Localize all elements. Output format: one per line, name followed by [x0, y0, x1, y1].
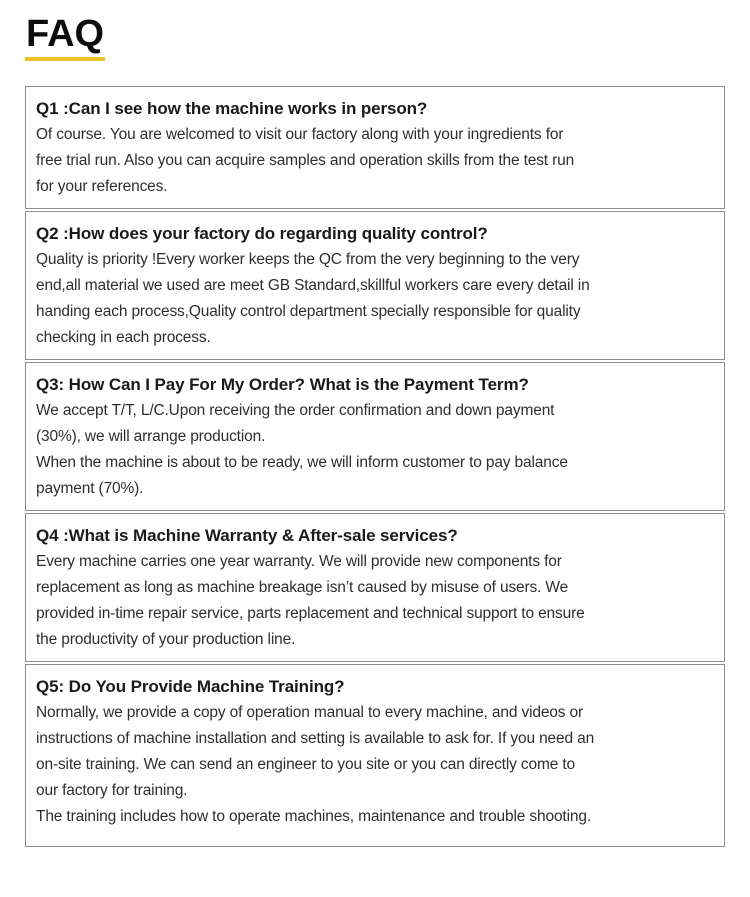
faq-answer-line: our factory for training. — [36, 782, 188, 799]
faq-item-q4 — [25, 513, 725, 662]
faq-answer-line: free trial run. Also you can acquire samples and operation skills from the test run — [36, 152, 575, 169]
faq-answer-line: checking in each process. — [36, 329, 211, 346]
faq-answer-line: (30%), we will arrange production. — [36, 428, 266, 445]
faq-answer-line: The training includes how to operate machines, maintenance and trouble shooting. — [36, 808, 591, 825]
faq-answer-line: replacement as long as machine breakage isn’t caused by misuse of users. We — [36, 579, 569, 596]
faq-answer-line: When the machine is about to be ready, we will inform customer to pay balance — [36, 454, 568, 471]
faq-answer-line: on-site training. We can send an engineer to you site or you can directly come to — [36, 756, 575, 773]
faq-question: Q3: How Can I Pay For My Order? What is the Payment Term? — [36, 375, 529, 394]
faq-item-q5 — [25, 664, 725, 847]
faq-answer-line: Of course. You are welcomed to visit our factory along with your ingredients for — [36, 126, 564, 143]
faq-answer-line: We accept T/T, L/C.Upon receiving the order confirmation and down payment — [36, 402, 555, 419]
faq-answer-line: payment (70%). — [36, 480, 144, 497]
faq-answer-line: Quality is priority !Every worker keeps the QC from the very beginning to the very — [36, 251, 580, 268]
faq-answer-line: for your references. — [36, 178, 168, 195]
faq-question: Q4 :What is Machine Warranty & After-sale services? — [36, 526, 458, 545]
faq-item-q2 — [25, 211, 725, 360]
faq-answer-line: end,all material we used are meet GB Standard,skillful workers care every detail in — [36, 277, 590, 294]
faq-question: Q2 :How does your factory do regarding quality control? — [36, 224, 488, 243]
faq-item-q1 — [25, 86, 725, 209]
faq-item-q3 — [25, 362, 725, 511]
faq-answer-line: instructions of machine installation and setting is available to ask for. If you need an — [36, 730, 595, 747]
faq-answer-line: the productivity of your production line. — [36, 631, 296, 648]
faq-answer-line: provided in-time repair service, parts replacement and technical support to ensure — [36, 605, 585, 622]
faq-question: Q5: Do You Provide Machine Training? — [36, 677, 345, 696]
faq-answer-line: Normally, we provide a copy of operation manual to every machine, and videos or — [36, 704, 584, 721]
faq-question: Q1 :Can I see how the machine works in person? — [36, 99, 428, 118]
faq-answer-line: Every machine carries one year warranty. We will provide new components for — [36, 553, 562, 570]
page-title: FAQ — [25, 13, 105, 61]
faq-answer-line: handing each process,Quality control department specially responsible for quality — [36, 303, 581, 320]
